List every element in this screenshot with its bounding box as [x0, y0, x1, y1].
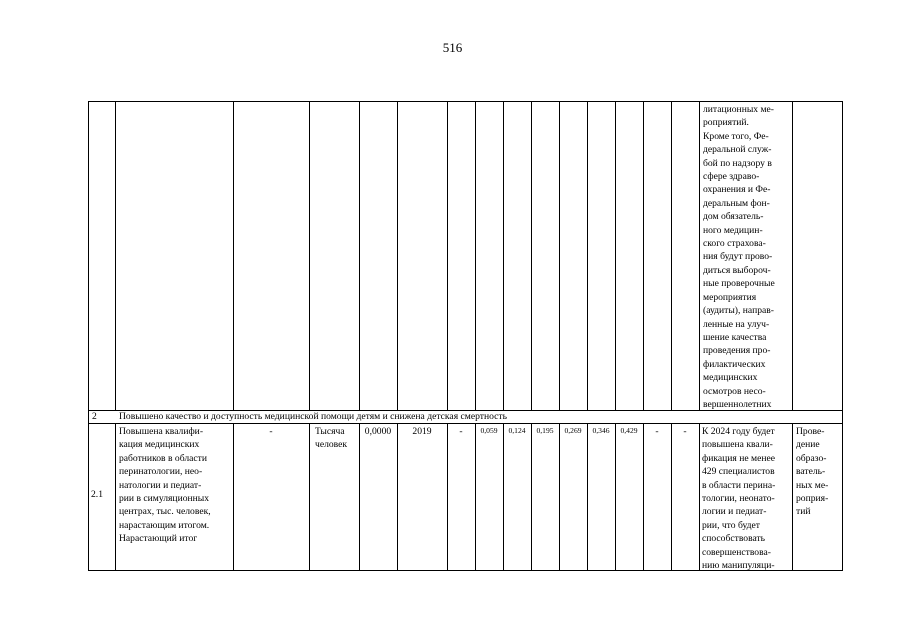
column-border — [531, 423, 532, 571]
value-cell-2: 0,059 — [480, 426, 498, 435]
column-border — [397, 423, 398, 571]
column-border — [447, 423, 448, 571]
value-cell-5: 0,269 — [564, 426, 582, 435]
column-border — [503, 423, 504, 571]
column-border — [397, 101, 398, 411]
column-border — [615, 101, 616, 411]
value-cell-6: 0,346 — [592, 426, 610, 435]
value-cell-8: - — [655, 426, 659, 437]
section-title: Повышено качество и доступность медицинской помощи детям и снижена детская смертность — [119, 411, 507, 422]
column-border — [842, 101, 843, 571]
indicator-name-cell: Повышена квалифи- кация медицинских работников в области перинатологии, нео- натологии и педиат- рии в симуляционных центрах, тыс. человек, нарастающим итогом. Нарастающий итог — [119, 426, 211, 545]
column-border — [699, 423, 700, 571]
column-border — [671, 423, 672, 571]
column-border — [643, 101, 644, 411]
page-number: 516 — [442, 40, 463, 55]
value-cell-9: - — [683, 426, 687, 437]
column-border — [475, 423, 476, 571]
column-border — [531, 101, 532, 411]
value-cell-4: 0,195 — [536, 426, 554, 435]
column-border — [359, 423, 360, 571]
row-number: 2.1 — [91, 489, 103, 500]
column-border — [699, 101, 700, 411]
description-cell: К 2024 году будет повышена квали- фикация не менее 429 специалистов в области перина- тологии, неонато- логии и педиат- рии, что будет способствовать совершенствова- нию манипуляци- — [702, 426, 776, 572]
column-border — [309, 101, 310, 411]
value-cell-1: - — [459, 426, 463, 437]
column-border — [587, 423, 588, 571]
unit-cell: Тысяча человек — [315, 426, 348, 451]
base-value-cell: 0,0000 — [364, 426, 392, 437]
column-border — [587, 101, 588, 411]
column-border — [559, 423, 560, 571]
column-border — [233, 423, 234, 571]
column-border — [475, 101, 476, 411]
column-border — [559, 101, 560, 411]
value-cell-3: 0,124 — [508, 426, 526, 435]
column-border — [643, 423, 644, 571]
column-border — [115, 101, 116, 411]
column-border — [233, 101, 234, 411]
column-border — [88, 101, 89, 571]
base-year-cell: 2019 — [412, 426, 432, 437]
event-cell: Прове- дение образо- ватель- ных ме- роприя- тий — [796, 426, 829, 518]
column-border — [792, 423, 793, 571]
table-top-border — [88, 101, 843, 102]
column-border — [671, 101, 672, 411]
section-number: 2 — [92, 411, 97, 422]
continuation-description-cell: литационных ме- роприятий. Кроме того, Фе- деральной служ- бой по надзору в сфере здраво- охранения и Фе- деральным фон- дом обязатель- ного медицин- ского страхова- ния будут прово- диться выбороч- ные проверочные мероприятия (аудиты), направ- ленные на улуч- шение качества проведения про- филактических медицинских осмотров несо- вершеннолетних — [703, 104, 775, 410]
value-cell-7: 0,429 — [620, 426, 638, 435]
column-border — [447, 101, 448, 411]
column-border — [309, 423, 310, 571]
column-border — [115, 423, 116, 571]
column-border — [503, 101, 504, 411]
column-border — [792, 101, 793, 411]
column-border — [615, 423, 616, 571]
level-cell: - — [269, 426, 273, 437]
column-border — [359, 101, 360, 411]
